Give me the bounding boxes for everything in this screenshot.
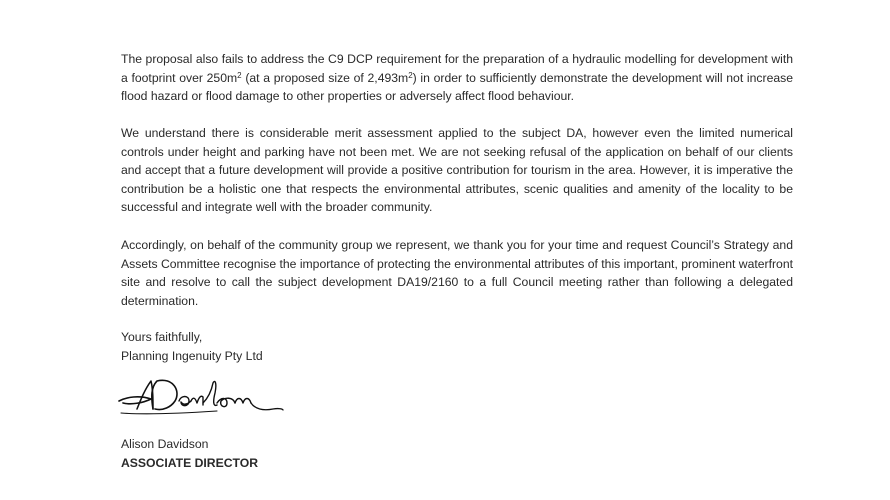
p1-text-b: (at a proposed size of 2,493m (241, 70, 409, 85)
signatory-title: ASSOCIATE DIRECTOR (121, 455, 259, 470)
company-name: Planning Ingenuity Pty Ltd (121, 348, 263, 363)
closing-block (121, 328, 263, 365)
signoff-block (121, 435, 258, 472)
signatory-name: Alison Davidson (121, 437, 209, 451)
salutation: Yours faithfully, (121, 330, 203, 344)
handwritten-signature-icon (117, 375, 285, 419)
paragraph-request: Accordingly, on behalf of the community group we represent, we thank you for your time and request Council’s Strategy and Assets Committee recognise the importance of protecting the environmental attributes of this important, prominent waterfront site and resolve to call the subject development DA19/2160 to a full Council meeting rather than following a delegated determination. (121, 238, 793, 308)
paragraph-flood-modelling (121, 50, 793, 106)
p1-superscript-1: 2 (237, 70, 242, 80)
p1-text-c: ) in order to sufficiently demonstrate the development will not increase flood hazard or flood damage to other properties or adversely affect flood behaviour. (121, 70, 793, 104)
p1-superscript-2: 2 (408, 70, 413, 80)
paragraph-merit-assessment: We understand there is considerable merit assessment applied to the subject DA, however even the limited numerical controls under height and parking have not been met. We are not seeking refusal of the application on behalf of our clients and accept that a future development will provide a positive contribution for tourism in the area. However, it is imperative the contribution be a holistic one that respects the environmental attributes, scenic qualities and amenity of the locality to be successful and integrate well with the broader community. (121, 126, 793, 215)
p1-text-a: The proposal also fails to address the C9 DCP requirement for the preparation of a hydraulic modelling for development with a footprint over 250m (121, 52, 793, 85)
